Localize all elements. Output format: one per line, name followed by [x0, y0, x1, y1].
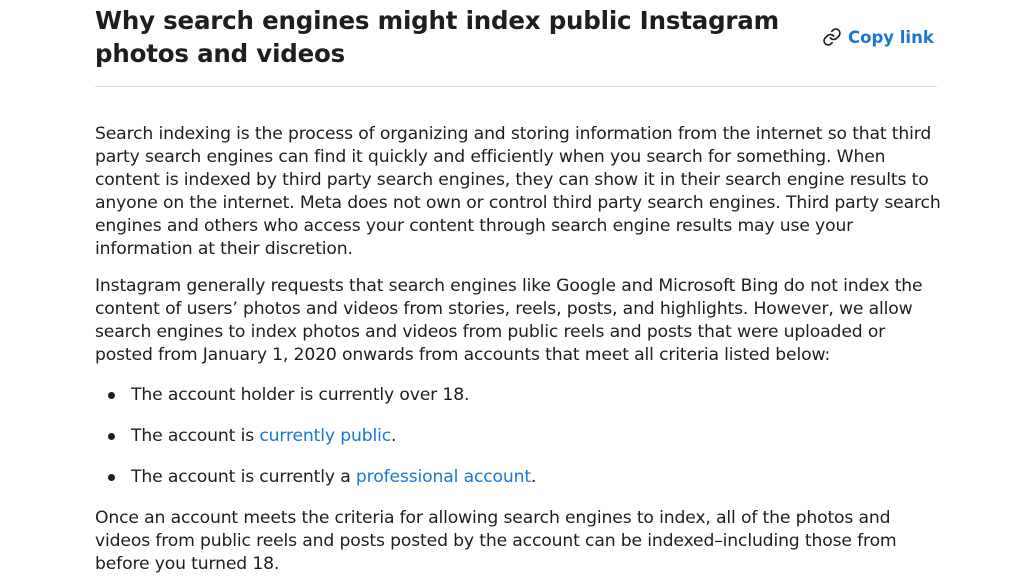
professional-account-link[interactable]: professional account: [355, 467, 531, 487]
copy-link-label: Copy link: [848, 27, 934, 47]
criteria-professional-prefix: The account is currently a: [131, 467, 356, 487]
paragraph-indexing-scope: Once an account meets the criteria for allowing search engines to index, all of the photos and videos from public reels and posts posted by the account can be indexed–including those from before you turned 18.: [95, 508, 897, 575]
article-header: [95, 0, 937, 87]
criteria-public-suffix: .: [391, 426, 397, 446]
list-item: [95, 383, 941, 424]
paragraph-instagram-requests: Instagram generally requests that search engines like Google and Microsoft Bing do not index the content of users’ photos and videos from stories, reels, posts, and highlights. However, we allow search engines to index photos and videos from public reels and posts that were uploaded or posted from January 1, 2020 onwards from accounts that meet all criteria listed below:: [95, 276, 923, 366]
page-title: Why search engines might index public Instagram photos and videos: [95, 6, 779, 68]
criteria-professional-suffix: .: [531, 467, 537, 487]
link-icon: [822, 27, 842, 47]
criteria-list: [95, 383, 941, 506]
bullet-dot-icon: [108, 474, 115, 481]
copy-link-button[interactable]: [822, 27, 934, 47]
list-item: [95, 465, 941, 506]
bullet-dot-icon: [108, 433, 115, 440]
list-item: [95, 424, 941, 465]
paragraph-search-indexing: Search indexing is the process of organizing and storing information from the internet so that third party search engines can find it quickly and efficiently when you search for something. When content is indexed by third party search engines, they can show it in their search engine results to anyone on the internet. Meta does not own or control third party search engines. Third party search engines and others who access your content through search engine results may use your information at their discretion.: [95, 124, 941, 260]
criteria-public-prefix: The account is: [131, 426, 260, 446]
bullet-dot-icon: [108, 392, 115, 399]
criteria-age: The account holder is currently over 18.: [131, 385, 470, 405]
currently-public-link[interactable]: currently public: [259, 426, 392, 446]
help-article: [95, 0, 941, 575]
